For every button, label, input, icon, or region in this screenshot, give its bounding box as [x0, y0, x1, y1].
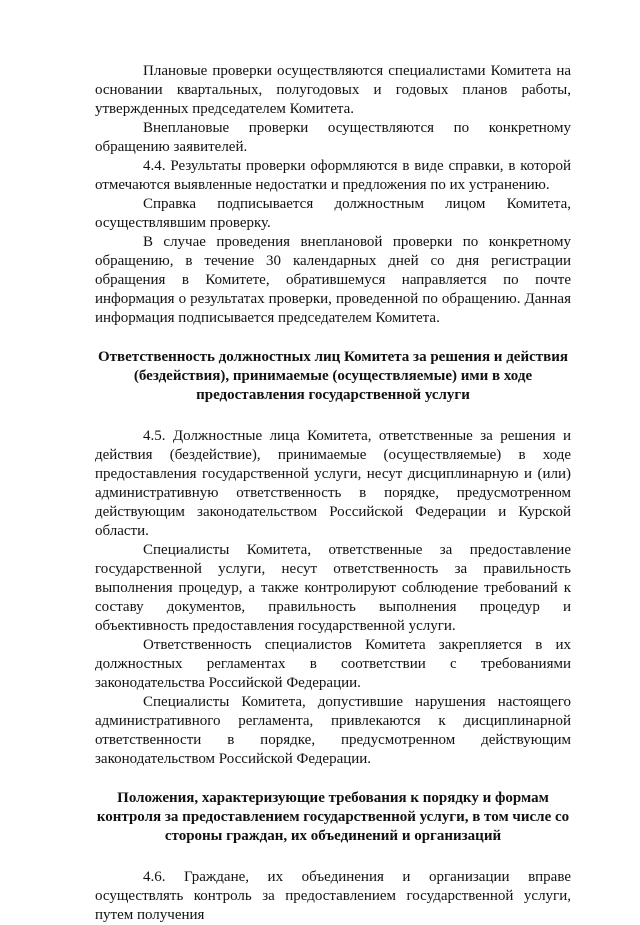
paragraph-responsibility-regulations: Ответственность специалистов Комитета закрепляется в их должностных регламентах в соответствии с требованиями законодательства Российской Федерации. [95, 637, 571, 691]
paragraph-report-signed: Справка подписывается должностным лицом Комитета, осуществлявшим проверку. [95, 196, 571, 231]
paragraph-4-4-results: 4.4. Результаты проверки оформляются в виде справки, в которой отмечаются выявленные недостатки и предложения по их устранению. [95, 158, 571, 193]
paragraph-unscheduled-inspections: Внеплановые проверки осуществляются по конкретному обращению заявителей. [95, 120, 571, 155]
document-page [95, 62, 571, 925]
paragraph-scheduled-inspections: Плановые проверки осуществляются специалистами Комитета на основании квартальных, полугодовых и годовых планов работы, утвержденных председателем Комитета. [95, 63, 571, 117]
section-heading-control-provisions: Положения, характеризующие требования к порядку и формам контроля за предоставлением государственной услуги, в том числе со стороны граждан, их объединений и организаций [96, 790, 570, 844]
paragraph-specialists-responsible: Специалисты Комитета, ответственные за предоставление государственной услуги, несут ответственность за правильность выполнения процедур, а также контролируют соблюдение требований к составу документов, правильность выполнения процедур и объективность предоставления государственной услуги. [95, 542, 571, 634]
paragraph-violations: Специалисты Комитета, допустившие нарушения настоящего административного регламента, привлекаются к дисциплинарной ответственности в порядке, предусмотренном действующим законодательством Российской Федерации. [95, 694, 571, 767]
paragraph-4-5-officials: 4.5. Должностные лица Комитета, ответственные за решения и действия (бездействие), принимаемые (осуществляемые) в ходе предоставления государственной услуги, несут дисциплинарную и (или) административную ответственность в порядке, предусмотренном действующим законодательством Российской Федерации и Курской области. [95, 428, 571, 539]
paragraph-unscheduled-response: В случае проведения внеплановой проверки по конкретному обращению, в течение 30 календарных дней со дня регистрации обращения в Комитете, обратившемуся направляется по почте информация о результатах проверки, проведенной по обращению. Данная информация подписывается председателем Комитета. [95, 234, 571, 326]
paragraph-4-6-citizens: 4.6. Граждане, их объединения и организации вправе осуществлять контроль за предоставлением государственной услуги, путем получения [95, 869, 571, 923]
section-heading-responsibility: Ответственность должностных лиц Комитета за решения и действия (бездействия), принимаемые (осуществляемые) ими в ходе предоставления государственной услуги [98, 349, 568, 403]
